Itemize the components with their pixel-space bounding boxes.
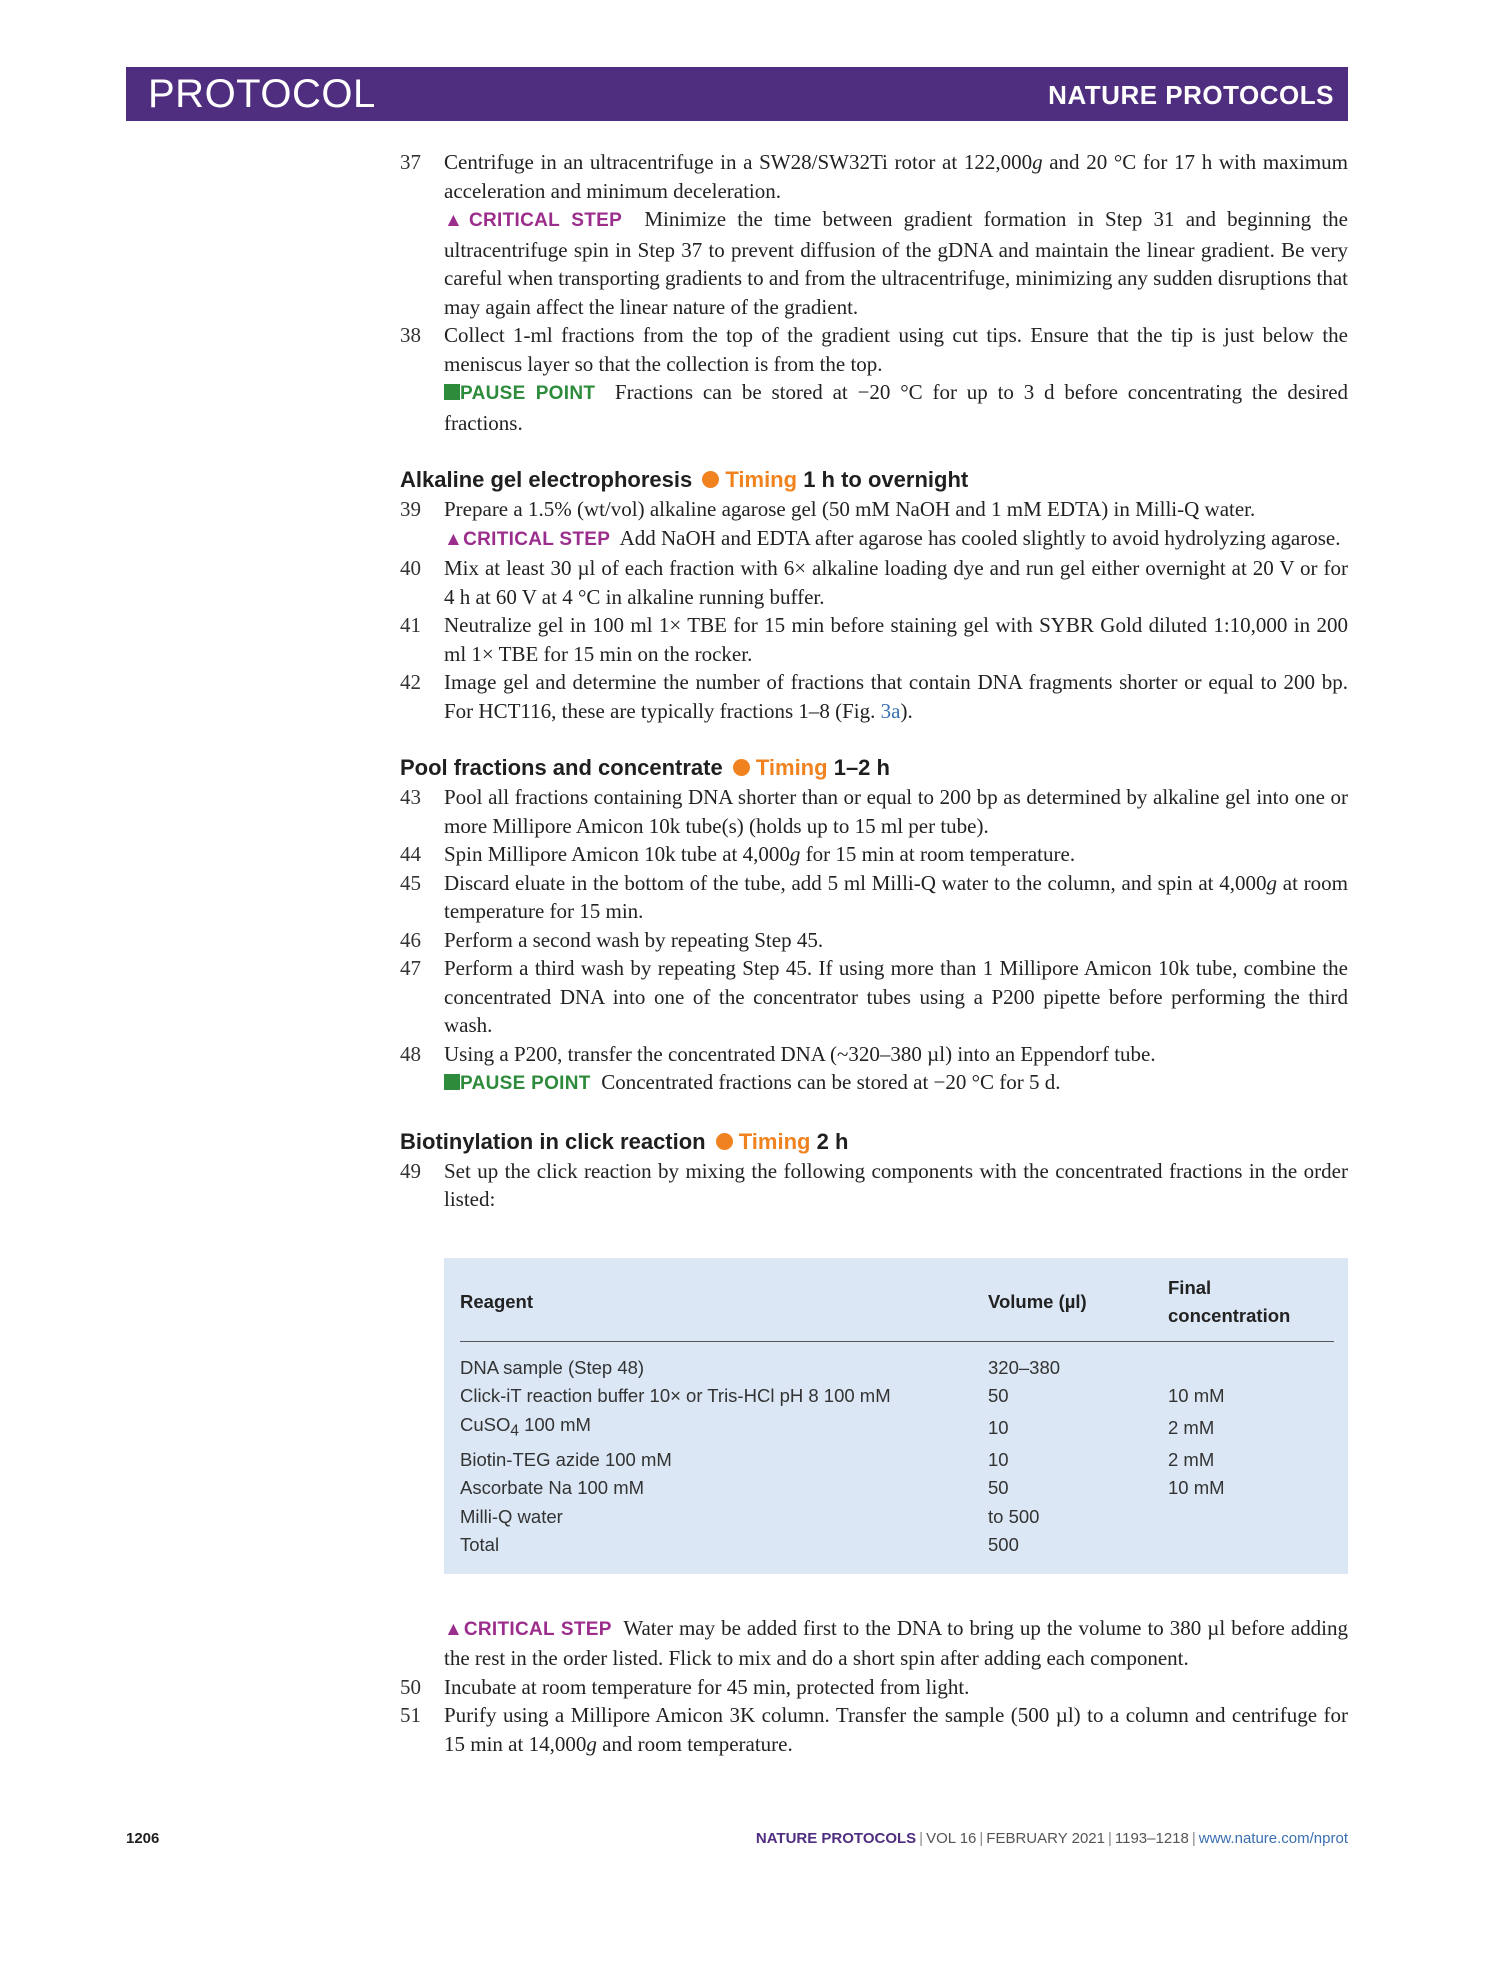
table-row <box>460 1446 1334 1475</box>
critical-step-label: ▲CRITICAL STEP <box>444 528 611 550</box>
column-header-final-concentration: Final concentration <box>1168 1262 1334 1342</box>
timing-duration: 2 h <box>816 1128 849 1154</box>
page-number: 1206 <box>126 1830 160 1847</box>
table-row <box>460 1411 1334 1446</box>
concentration-cell <box>1168 1341 1334 1382</box>
timing-icon <box>702 471 719 488</box>
step-text: Pool all fractions containing DNA shorter than or equal to 200 bp as determined by alkaline gel into one or more Millipore Amicon 10k tube(s) (holds up to 15 ml per tube). <box>444 785 1348 838</box>
table-row <box>460 1531 1334 1560</box>
step-42 <box>400 668 1348 725</box>
pause-point-text: Concentrated fractions can be stored at −20 °C for 5 d. <box>601 1070 1061 1094</box>
concentration-cell: 2 mM <box>1168 1448 1215 1470</box>
section-heading-alkaline-gel: Alkaline gel electrophoresis Timing 1 h to overnight <box>400 467 969 492</box>
footer-pages: 1193–1218 <box>1114 1830 1189 1847</box>
step-number: 42 <box>400 670 421 694</box>
step-41 <box>400 611 1348 668</box>
step-text: Prepare a 1.5% (wt/vol) alkaline agarose gel (50 mM NaOH and 1 mM EDTA) in Milli-Q water. <box>444 497 1256 521</box>
journal-url-link[interactable]: www.nature.com/nprot <box>1198 1830 1348 1847</box>
critical-step-text: Minimize the time between gradient formation in Step 31 and beginning the ultracentrifuge spin in Step 37 to prevent diffusion of the gDNA and maintain the linear gradient. Be very careful when transporting gradients to and from the ultracentrifuge, minimizing any sudden disruptions that may again affect the linear nature of the gradient. <box>444 207 1348 319</box>
step-44 <box>400 840 1348 869</box>
step-text: Discard eluate in the bottom of the tube, add 5 ml Milli-Q water to the column, and spin at 4,000g at room temperature for 15 min. <box>444 870 1349 923</box>
step-number: 46 <box>400 927 421 952</box>
step-number: 39 <box>400 497 421 521</box>
step-43 <box>400 783 1348 840</box>
timing-duration: 1–2 h <box>833 755 890 780</box>
step-38 <box>400 321 1348 378</box>
step-text: Centrifuge in an ultracentrifuge in a SW28/SW32Ti rotor at 122,000g and 20 °C for 17 h with maximum acceleration and minimum deceleration. <box>444 150 1348 203</box>
table-row <box>460 1503 1334 1532</box>
pause-square-icon <box>444 1074 460 1090</box>
step-number: 47 <box>400 956 421 980</box>
citation-line: NATURE PROTOCOLS | VOL 16 | FEBRUARY 2021 | 1193–1218 | www.nature.com/nprot <box>755 1830 1348 1847</box>
table-row <box>460 1382 1334 1411</box>
table-row <box>460 1341 1334 1382</box>
pause-point-note <box>444 378 1348 437</box>
step-number: 37 <box>400 150 421 174</box>
critical-step-label: ▲CRITICAL STEP <box>444 210 623 231</box>
step-text: Image gel and determine the number of fractions that contain DNA fragments shorter or equal to 200 bp. For HCT116, these are typically fractions 1–8 (Fig. 3a). <box>444 670 1348 723</box>
figure-link[interactable]: 3a <box>880 698 901 723</box>
section-heading-pool-fractions: Pool fractions and concentrate Timing 1–2 h <box>400 755 890 780</box>
volume-cell: 10 <box>988 1416 1009 1438</box>
step-text: Incubate at room temperature for 45 min, protected from light. <box>444 1674 970 1699</box>
step-number: 49 <box>400 1158 421 1183</box>
pause-point-label: PAUSE POINT <box>460 383 596 404</box>
step-text: Perform a second wash by repeating Step 45. <box>444 927 824 952</box>
step-number: 38 <box>400 323 421 347</box>
step-text: Using a P200, transfer the concentrated DNA (~320–380 µl) into an Eppendorf tube. <box>444 1041 1156 1066</box>
table-header-row <box>460 1262 1334 1342</box>
step-46 <box>400 926 1348 955</box>
step-40 <box>400 554 1348 611</box>
journal-name-label: NATURE PROTOCOLS <box>1048 80 1334 110</box>
reagent-cell: DNA sample (Step 48) <box>460 1356 645 1378</box>
step-number: 40 <box>400 556 421 580</box>
critical-step-text: Water may be added first to the DNA to bring up the volume to 380 µl before adding the rest in the order listed. Flick to mix and do a short spin after adding each component. <box>444 1615 1348 1671</box>
step-number: 44 <box>400 842 421 866</box>
step-45 <box>400 869 1348 926</box>
article-type-label: PROTOCOL <box>148 72 376 116</box>
critical-step-note <box>444 524 1348 555</box>
footer-date: FEBRUARY 2021 <box>986 1830 1105 1847</box>
column-header-volume: Volume (µl) <box>988 1262 1168 1342</box>
concentration-cell <box>1168 1531 1334 1560</box>
click-reaction-table <box>444 1258 1348 1574</box>
article-body <box>400 148 1348 1758</box>
reagent-cell: CuSO$_4$ 100 mM <box>460 1413 591 1440</box>
step-text: Perform a third wash by repeating Step 45. If using more than 1 Millipore Amicon 10k tube, combine the concentrated DNA into one of the concentrator tubes using a P200 pipette before performing the third wash. <box>444 956 1348 1037</box>
timing-icon <box>716 1133 733 1150</box>
timing-label: Timing <box>725 467 798 492</box>
step-37 <box>400 148 1348 205</box>
concentration-cell: 2 mM <box>1168 1416 1215 1438</box>
pause-point-label: PAUSE POINT <box>460 1073 591 1094</box>
critical-step-note <box>444 205 1348 321</box>
step-50 <box>400 1673 1348 1702</box>
step-text: Set up the click reaction by mixing the following components with the concentrated fractions in the order listed: <box>444 1158 1348 1211</box>
critical-step-note <box>444 1614 1348 1673</box>
step-51 <box>400 1701 1348 1758</box>
reagent-cell: Click-iT reaction buffer 10× or Tris-HCl pH 8 100 mM <box>460 1385 891 1406</box>
reagent-cell: Ascorbate Na 100 mM <box>460 1477 645 1499</box>
step-39 <box>400 495 1348 524</box>
timing-label: Timing <box>738 1128 811 1154</box>
volume-cell: 320–380 <box>988 1356 1061 1378</box>
concentration-cell: 10 mM <box>1168 1385 1225 1406</box>
journal-header-bar <box>126 67 1348 121</box>
volume-cell: 50 <box>988 1477 1009 1499</box>
volume-cell: to 500 <box>988 1505 1040 1527</box>
pause-point-note <box>444 1068 1348 1099</box>
reagent-cell: Total <box>460 1534 500 1556</box>
concentration-cell: 10 mM <box>1168 1477 1225 1499</box>
step-text: Mix at least 30 µl of each fraction with 6× alkaline loading dye and run gel either overnight at 20 V or for 4 h at 60 V at 4 °C in alkaline running buffer. <box>444 556 1348 609</box>
step-number: 41 <box>400 613 421 637</box>
timing-label: Timing <box>755 755 828 780</box>
step-49 <box>400 1157 1348 1214</box>
step-text: Spin Millipore Amicon 10k tube at 4,000g for 15 min at room temperature. <box>444 842 1076 866</box>
footer-journal-name: NATURE PROTOCOLS <box>755 1830 917 1847</box>
table-row <box>460 1474 1334 1503</box>
step-number: 48 <box>400 1041 421 1066</box>
concentration-cell <box>1168 1503 1334 1532</box>
step-number: 45 <box>400 870 421 895</box>
volume-cell: 10 <box>988 1448 1009 1470</box>
critical-step-text: Add NaOH and EDTA after agarose has cooled slightly to avoid hydrolyzing agarose. <box>619 525 1341 550</box>
footer-volume: VOL 16 <box>926 1830 977 1847</box>
step-number: 51 <box>400 1703 421 1728</box>
timing-duration: 1 h to overnight <box>803 467 969 492</box>
volume-cell: 50 <box>988 1385 1009 1406</box>
timing-icon <box>733 759 750 776</box>
volume-cell: 500 <box>988 1534 1019 1556</box>
section-heading-biotinylation: Biotinylation in click reaction Timing 2 h <box>400 1128 849 1154</box>
pause-square-icon <box>444 384 460 400</box>
reagent-cell: Biotin-TEG azide 100 mM <box>460 1448 672 1470</box>
column-header-reagent: Reagent <box>460 1262 988 1342</box>
step-number: 50 <box>400 1674 421 1699</box>
step-text: Collect 1-ml fractions from the top of the gradient using cut tips. Ensure that the tip is just below the meniscus layer so that the collection is from the top. <box>444 323 1348 376</box>
step-text: Purify using a Millipore Amicon 3K column. Transfer the sample (500 µl) to a column and centrifuge for 15 min at 14,000g and room temperature. <box>444 1703 1348 1756</box>
step-47 <box>400 954 1348 1040</box>
step-number: 43 <box>400 785 421 809</box>
step-48 <box>400 1040 1348 1069</box>
critical-step-label: ▲CRITICAL STEP <box>444 1618 612 1640</box>
step-text: Neutralize gel in 100 ml 1× TBE for 15 min before staining gel with SYBR Gold diluted 1:10,000 in 200 ml 1× TBE for 15 min on the rocker. <box>444 613 1348 666</box>
reagent-cell: Milli-Q water <box>460 1505 563 1527</box>
pause-point-text: Fractions can be stored at −20 °C for up to 3 d before concentrating the desired fractions. <box>444 380 1349 435</box>
